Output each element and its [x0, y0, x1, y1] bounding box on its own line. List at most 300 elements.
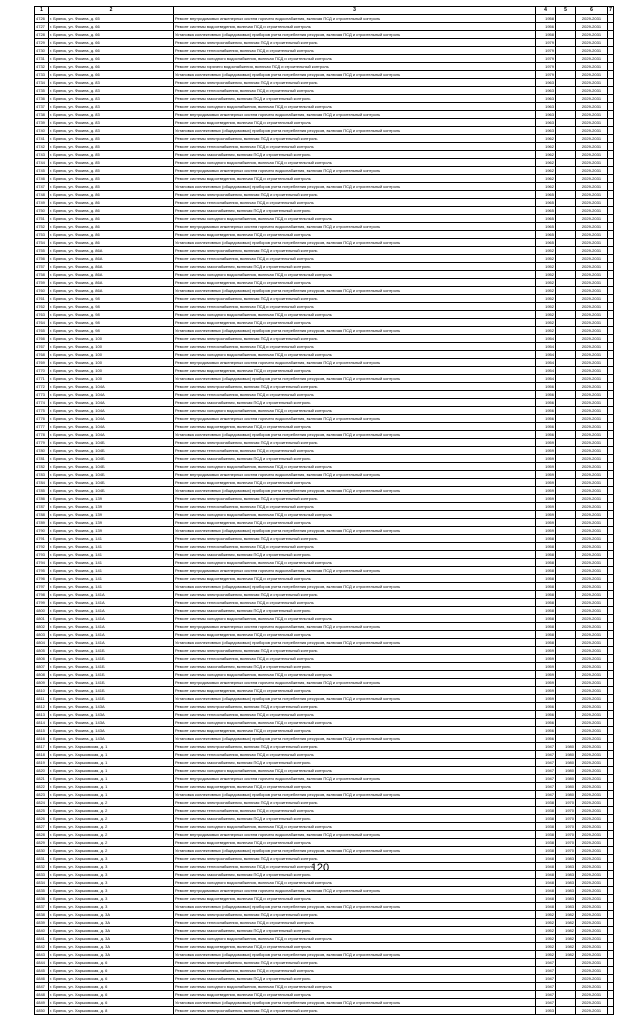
build-year-cell: 1959 [536, 663, 556, 671]
header-col-1: 1 [35, 7, 49, 15]
note-cell [608, 135, 614, 143]
repair-period-cell: 2029-2031 [576, 199, 608, 207]
table-row [35, 679, 614, 687]
row-number-cell: 4727 [35, 23, 49, 31]
table-row [35, 623, 614, 631]
table-row [35, 751, 614, 759]
repair-period-cell: 2029-2031 [576, 951, 608, 959]
build-year-cell: 1956 [536, 431, 556, 439]
build-year-cell: 1959 [536, 455, 556, 463]
note-cell [608, 431, 614, 439]
repair-period-cell: 2029-2031 [576, 727, 608, 735]
table-row [35, 495, 614, 503]
build-year-cell: 1959 [536, 647, 556, 655]
repair-period-cell: 2029-2031 [576, 383, 608, 391]
note-cell [608, 359, 614, 367]
row-number-cell: 4835 [35, 887, 49, 895]
repair-period-cell: 2029-2031 [576, 95, 608, 103]
table-row [35, 583, 614, 591]
repair-period-cell: 2029-2031 [576, 511, 608, 519]
work-type-cell: Ремонт системы теплоснабжения, включая ПСД и строительный контроль [174, 391, 536, 399]
work-type-cell: Ремонт системы теплоснабжения, включая ПСД и строительный контроль [174, 143, 536, 151]
row-number-cell: 4751 [35, 215, 49, 223]
work-type-cell: Ремонт системы электроснабжения, включая ПСД и строительный контроль [174, 39, 536, 47]
address-cell: г. Брянск, ул. Фокина, д. 104Б [49, 447, 174, 455]
row-number-cell: 4803 [35, 631, 49, 639]
note-cell [608, 543, 614, 551]
work-type-cell: Ремонт системы электроснабжения, включая ПСД и строительный контроль [174, 247, 536, 255]
work-type-cell: Ремонт системы электроснабжения, включая ПСД и строительный контроль [174, 591, 536, 599]
reconstruction-year-cell: 1970 [556, 823, 576, 831]
reconstruction-year-cell [556, 279, 576, 287]
build-year-cell: 1959 [536, 439, 556, 447]
table-row [35, 175, 614, 183]
row-number-cell: 4818 [35, 751, 49, 759]
repair-period-cell: 2029-2031 [576, 343, 608, 351]
work-type-cell: Ремонт системы водоотведения, включая ПСД и строительный контроль [174, 631, 536, 639]
address-cell: г. Брянск, ул. Фокина, д. 86А [49, 263, 174, 271]
row-number-cell: 4850 [35, 1007, 49, 1015]
work-type-cell: Ремонт системы электроснабжения, включая ПСД и строительный контроль [174, 135, 536, 143]
reconstruction-year-cell: 1982 [556, 935, 576, 943]
work-type-cell: Ремонт системы водоотведения, включая ПСД и строительный контроль [174, 423, 536, 431]
note-cell [608, 743, 614, 751]
row-number-cell: 4746 [35, 175, 49, 183]
note-cell [608, 647, 614, 655]
address-cell: г. Брянск, ул. Фокина, д. 66 [49, 31, 174, 39]
row-number-cell: 4739 [35, 119, 49, 127]
row-number-cell: 4794 [35, 559, 49, 567]
row-number-cell: 4776 [35, 415, 49, 423]
row-number-cell: 4807 [35, 663, 49, 671]
reconstruction-year-cell [556, 1007, 576, 1015]
work-type-cell: Ремонт системы газоснабжения, включая ПСД и строительный контроль [174, 455, 536, 463]
repair-period-cell: 2029-2031 [576, 327, 608, 335]
row-number-cell: 4847 [35, 983, 49, 991]
reconstruction-year-cell: 1980 [556, 783, 576, 791]
repair-period-cell: 2029-2031 [576, 191, 608, 199]
build-year-cell: 1959 [536, 495, 556, 503]
table-row [35, 215, 614, 223]
note-cell [608, 119, 614, 127]
address-cell: г. Брянск, ул. Харьковская, д. 3 [49, 887, 174, 895]
work-type-cell: Ремонт системы газоснабжения, включая ПСД и строительный контроль [174, 551, 536, 559]
address-cell: г. Брянск, ул. Харьковская, д. 2 [49, 831, 174, 839]
address-cell: г. Брянск, ул. Фокина, д. 86 [49, 239, 174, 247]
table-row [35, 167, 614, 175]
work-type-cell: Установка коллективных (общедомовых) приборов учета потребления ресурсов, включая ПСД и строительный контроль [174, 127, 536, 135]
work-type-cell: Ремонт системы холодного водоснабжения, включая ПСД и строительный контроль [174, 671, 536, 679]
note-cell [608, 791, 614, 799]
work-type-cell: Ремонт системы электроснабжения, включая ПСД и строительный контроль [174, 743, 536, 751]
note-cell [608, 279, 614, 287]
work-type-cell: Ремонт внутридомовых инженерных систем горячего водоснабжения, включая ПСД и строительный контроль [174, 471, 536, 479]
note-cell [608, 311, 614, 319]
address-cell: г. Брянск, ул. Фокина, д. 85 [49, 159, 174, 167]
repair-period-cell: 2029-2031 [576, 463, 608, 471]
note-cell [608, 679, 614, 687]
work-type-cell: Ремонт внутридомовых инженерных систем горячего водоснабжения, включая ПСД и строительный контроль [174, 623, 536, 631]
table-row [35, 463, 614, 471]
repair-period-cell: 2029-2031 [576, 143, 608, 151]
address-cell: г. Брянск, ул. Фокина, д. 98 [49, 311, 174, 319]
row-number-cell: 4779 [35, 439, 49, 447]
work-type-cell: Ремонт системы электроснабжения, включая ПСД и строительный контроль [174, 335, 536, 343]
repair-period-cell: 2029-2031 [576, 991, 608, 999]
note-cell [608, 967, 614, 975]
repair-period-cell: 2029-2031 [576, 167, 608, 175]
note-cell [608, 527, 614, 535]
build-year-cell: 1956 [536, 719, 556, 727]
row-number-cell: 4822 [35, 783, 49, 791]
reconstruction-year-cell [556, 183, 576, 191]
table-row [35, 999, 614, 1007]
work-type-cell: Ремонт системы водоотведения, включая ПСД и строительный контроль [174, 839, 536, 847]
repair-period-cell: 2029-2031 [576, 375, 608, 383]
reconstruction-year-cell: 1980 [556, 791, 576, 799]
row-number-cell: 4756 [35, 255, 49, 263]
build-year-cell: 1952 [536, 927, 556, 935]
row-number-cell: 4787 [35, 503, 49, 511]
address-cell: г. Брянск, ул. Фокина, д. 139 [49, 503, 174, 511]
note-cell [608, 95, 614, 103]
repair-period-cell: 2029-2031 [576, 439, 608, 447]
table-row [35, 415, 614, 423]
reconstruction-year-cell [556, 359, 576, 367]
repair-period-cell: 2029-2031 [576, 687, 608, 695]
note-cell [608, 943, 614, 951]
build-year-cell: 1952 [536, 255, 556, 263]
address-cell: г. Брянск, ул. Харьковская, д. 3 [49, 871, 174, 879]
repair-period-cell: 2029-2031 [576, 47, 608, 55]
note-cell [608, 471, 614, 479]
reconstruction-year-cell: 1983 [556, 863, 576, 871]
reconstruction-year-cell [556, 71, 576, 79]
build-year-cell: 1963 [536, 79, 556, 87]
build-year-cell: 1979 [536, 55, 556, 63]
reconstruction-year-cell: 1982 [556, 911, 576, 919]
address-cell: г. Брянск, ул. Фокина, д. 104Б [49, 479, 174, 487]
build-year-cell: 1956 [536, 383, 556, 391]
reconstruction-year-cell [556, 415, 576, 423]
note-cell [608, 751, 614, 759]
work-type-cell: Установка коллективных (общедомовых) приборов учета потребления ресурсов, включая ПСД и строительный контроль [174, 239, 536, 247]
build-year-cell: 1956 [536, 399, 556, 407]
table-row [35, 255, 614, 263]
row-number-cell: 4816 [35, 735, 49, 743]
row-number-cell: 4735 [35, 87, 49, 95]
work-type-cell: Ремонт системы водоотведения, включая ПСД и строительный контроль [174, 895, 536, 903]
repair-period-cell: 2029-2031 [576, 127, 608, 135]
build-year-cell: 1962 [536, 143, 556, 151]
note-cell [608, 583, 614, 591]
row-number-cell: 4747 [35, 183, 49, 191]
table-row [35, 447, 614, 455]
repair-period-cell: 2029-2031 [576, 863, 608, 871]
work-type-cell: Ремонт системы теплоснабжения, включая ПСД и строительный контроль [174, 543, 536, 551]
build-year-cell: 1952 [536, 271, 556, 279]
address-cell: г. Брянск, ул. Фокина, д. 86 [49, 223, 174, 231]
build-year-cell: 1952 [536, 311, 556, 319]
work-type-cell: Ремонт системы холодного водоснабжения, включая ПСД и строительный контроль [174, 215, 536, 223]
note-cell [608, 999, 614, 1007]
repair-period-cell: 2029-2031 [576, 135, 608, 143]
table-row [35, 391, 614, 399]
address-cell: г. Брянск, ул. Фокина, д. 104Б [49, 439, 174, 447]
build-year-cell: 1956 [536, 703, 556, 711]
note-cell [608, 695, 614, 703]
row-number-cell: 4771 [35, 375, 49, 383]
work-type-cell: Ремонт системы газоснабжения, включая ПСД и строительный контроль [174, 871, 536, 879]
build-year-cell: 1962 [536, 183, 556, 191]
row-number-cell: 4784 [35, 479, 49, 487]
address-cell: г. Брянск, ул. Харьковская, д. 3 [49, 895, 174, 903]
table-row [35, 239, 614, 247]
row-number-cell: 4811 [35, 695, 49, 703]
repair-period-cell: 2029-2031 [576, 823, 608, 831]
table-row [35, 271, 614, 279]
table-row [35, 295, 614, 303]
note-cell [608, 399, 614, 407]
address-cell: г. Брянск, ул. Фокина, д. 86 [49, 207, 174, 215]
repair-period-cell: 2029-2031 [576, 63, 608, 71]
row-number-cell: 4836 [35, 895, 49, 903]
address-cell: г. Брянск, ул. Фокина, д. 141А [49, 623, 174, 631]
repair-period-cell: 2029-2031 [576, 895, 608, 903]
note-cell [608, 735, 614, 743]
build-year-cell: 1956 [536, 407, 556, 415]
address-cell: г. Брянск, ул. Фокина, д. 141 [49, 583, 174, 591]
reconstruction-year-cell [556, 583, 576, 591]
work-type-cell: Установка коллективных (общедомовых) приборов учета потребления ресурсов, включая ПСД и строительный контроль [174, 71, 536, 79]
repair-period-cell: 2029-2031 [576, 71, 608, 79]
note-cell [608, 887, 614, 895]
table-row [35, 687, 614, 695]
table-row [35, 399, 614, 407]
repair-period-cell: 2029-2031 [576, 775, 608, 783]
row-number-cell: 4834 [35, 879, 49, 887]
row-number-cell: 4795 [35, 567, 49, 575]
row-number-cell: 4810 [35, 687, 49, 695]
work-type-cell: Ремонт системы теплоснабжения, включая ПСД и строительный контроль [174, 967, 536, 975]
address-cell: г. Брянск, ул. Фокина, д. 83 [49, 79, 174, 87]
row-number-cell: 4813 [35, 711, 49, 719]
table-row [35, 535, 614, 543]
work-type-cell: Установка коллективных (общедомовых) приборов учета потребления ресурсов, включая ПСД и строительный контроль [174, 639, 536, 647]
build-year-cell: 1952 [536, 263, 556, 271]
reconstruction-year-cell [556, 679, 576, 687]
reconstruction-year-cell: 1980 [556, 767, 576, 775]
note-cell [608, 167, 614, 175]
work-type-cell: Ремонт системы водоотведения, включая ПСД и строительный контроль [174, 783, 536, 791]
repair-period-cell: 2029-2031 [576, 927, 608, 935]
note-cell [608, 615, 614, 623]
repair-period-cell: 2029-2031 [576, 263, 608, 271]
table-row [35, 799, 614, 807]
row-number-cell: 4730 [35, 47, 49, 55]
build-year-cell: 1952 [536, 943, 556, 951]
address-cell: г. Брянск, ул. Харьковская, д. 1 [49, 743, 174, 751]
build-year-cell: 1962 [536, 159, 556, 167]
table-row [35, 615, 614, 623]
table-row [35, 1007, 614, 1015]
address-cell: г. Брянск, ул. Фокина, д. 104А [49, 391, 174, 399]
reconstruction-year-cell [556, 575, 576, 583]
note-cell [608, 575, 614, 583]
work-type-cell: Ремонт системы водоотведения, включая ПСД и строительный контроль [174, 175, 536, 183]
table-row [35, 343, 614, 351]
build-year-cell: 1952 [536, 935, 556, 943]
work-type-cell: Ремонт внутридомовых инженерных систем горячего водоснабжения, включая ПСД и строительный контроль [174, 223, 536, 231]
note-cell [608, 103, 614, 111]
repair-period-cell: 2029-2031 [576, 319, 608, 327]
row-number-cell: 4840 [35, 927, 49, 935]
reconstruction-year-cell [556, 695, 576, 703]
row-number-cell: 4749 [35, 199, 49, 207]
table-row [35, 311, 614, 319]
build-year-cell: 1959 [536, 655, 556, 663]
build-year-cell: 1962 [536, 135, 556, 143]
repair-period-cell: 2029-2031 [576, 943, 608, 951]
work-type-cell: Установка коллективных (общедомовых) приборов учета потребления ресурсов, включая ПСД и строительный контроль [174, 999, 536, 1007]
reconstruction-year-cell [556, 479, 576, 487]
build-year-cell: 1952 [536, 319, 556, 327]
repair-period-cell: 2029-2031 [576, 695, 608, 703]
address-cell: г. Брянск, ул. Фокина, д. 83 [49, 103, 174, 111]
work-type-cell: Ремонт системы электроснабжения, включая ПСД и строительный контроль [174, 1007, 536, 1015]
row-number-cell: 4748 [35, 191, 49, 199]
build-year-cell: 1958 [536, 551, 556, 559]
build-year-cell: 1959 [536, 695, 556, 703]
note-cell [608, 15, 614, 23]
row-number-cell: 4760 [35, 287, 49, 295]
repair-period-cell: 2029-2031 [576, 495, 608, 503]
table-row [35, 591, 614, 599]
build-year-cell: 1953 [536, 1007, 556, 1015]
repair-period-cell: 2029-2031 [576, 663, 608, 671]
row-number-cell: 4755 [35, 247, 49, 255]
build-year-cell: 1938 [536, 815, 556, 823]
row-number-cell: 4765 [35, 327, 49, 335]
note-cell [608, 263, 614, 271]
address-cell: г. Брянск, ул. Харьковская, д. 2 [49, 799, 174, 807]
reconstruction-year-cell [556, 311, 576, 319]
note-cell [608, 775, 614, 783]
reconstruction-year-cell [556, 191, 576, 199]
reconstruction-year-cell [556, 431, 576, 439]
address-cell: г. Брянск, ул. Фокина, д. 143А [49, 727, 174, 735]
repair-period-cell: 2029-2031 [576, 431, 608, 439]
note-cell [608, 151, 614, 159]
reconstruction-year-cell [556, 287, 576, 295]
row-number-cell: 4763 [35, 311, 49, 319]
work-type-cell: Ремонт системы теплоснабжения, включая ПСД и строительный контроль [174, 199, 536, 207]
table-row [35, 527, 614, 535]
table-row [35, 743, 614, 751]
build-year-cell: 1958 [536, 639, 556, 647]
row-number-cell: 4789 [35, 519, 49, 527]
row-number-cell: 4767 [35, 343, 49, 351]
address-cell: г. Брянск, ул. Харьковская, д. 3А [49, 919, 174, 927]
reconstruction-year-cell [556, 727, 576, 735]
address-cell: г. Брянск, ул. Фокина, д. 85 [49, 143, 174, 151]
build-year-cell: 1947 [536, 791, 556, 799]
work-type-cell: Ремонт системы водоотведения, включая ПСД и строительный контроль [174, 727, 536, 735]
address-cell: г. Брянск, ул. Харьковская, д. 6 [49, 959, 174, 967]
address-cell: г. Брянск, ул. Харьковская, д. 3А [49, 927, 174, 935]
work-type-cell: Установка коллективных (общедомовых) приборов учета потребления ресурсов, включая ПСД и строительный контроль [174, 951, 536, 959]
reconstruction-year-cell [556, 47, 576, 55]
reconstruction-year-cell [556, 647, 576, 655]
table-row [35, 55, 614, 63]
row-number-cell: 4741 [35, 135, 49, 143]
build-year-cell: 1954 [536, 335, 556, 343]
build-year-cell: 1947 [536, 751, 556, 759]
reconstruction-year-cell [556, 391, 576, 399]
note-cell [608, 903, 614, 911]
note-cell [608, 63, 614, 71]
work-type-cell: Ремонт внутридомовых инженерных систем горячего водоснабжения, включая ПСД и строительный контроль [174, 831, 536, 839]
reconstruction-year-cell [556, 103, 576, 111]
note-cell [608, 79, 614, 87]
note-cell [608, 463, 614, 471]
build-year-cell: 1956 [536, 23, 556, 31]
table-row [35, 159, 614, 167]
row-number-cell: 4837 [35, 903, 49, 911]
address-cell: г. Брянск, ул. Фокина, д. 86А [49, 255, 174, 263]
note-cell [608, 767, 614, 775]
work-type-cell: Ремонт системы водоотведения, включая ПСД и строительный контроль [174, 119, 536, 127]
row-number-cell: 4848 [35, 991, 49, 999]
build-year-cell: 1962 [536, 175, 556, 183]
repair-period-cell: 2029-2031 [576, 231, 608, 239]
build-year-cell: 1958 [536, 615, 556, 623]
work-type-cell: Ремонт системы водоотведения, включая ПСД и строительный контроль [174, 479, 536, 487]
row-number-cell: 4729 [35, 39, 49, 47]
row-number-cell: 4780 [35, 447, 49, 455]
row-number-cell: 4753 [35, 231, 49, 239]
reconstruction-year-cell [556, 303, 576, 311]
address-cell: г. Брянск, ул. Фокина, д. 141Б [49, 687, 174, 695]
reconstruction-year-cell [556, 135, 576, 143]
repair-period-cell: 2029-2031 [576, 87, 608, 95]
work-type-cell: Ремонт системы водоотведения, включая ПСД и строительный контроль [174, 23, 536, 31]
note-cell [608, 247, 614, 255]
work-type-cell: Ремонт системы холодного водоснабжения, включая ПСД и строительный контроль [174, 271, 536, 279]
build-year-cell: 1958 [536, 543, 556, 551]
repair-period-cell: 2029-2031 [576, 575, 608, 583]
work-type-cell: Ремонт системы горячего водоснабжения, включая ПСД и строительный контроль [174, 63, 536, 71]
work-type-cell: Ремонт системы водоотведения, включая ПСД и строительный контроль [174, 943, 536, 951]
table-row [35, 599, 614, 607]
work-type-cell: Установка коллективных (общедомовых) приборов учета потребления ресурсов, включая ПСД и строительный контроль [174, 735, 536, 743]
reconstruction-year-cell [556, 295, 576, 303]
table-row [35, 631, 614, 639]
note-cell [608, 55, 614, 63]
repair-period-cell: 2029-2031 [576, 407, 608, 415]
repair-period-cell: 2029-2031 [576, 31, 608, 39]
build-year-cell: 1959 [536, 511, 556, 519]
build-year-cell: 1938 [536, 799, 556, 807]
row-number-cell: 4761 [35, 295, 49, 303]
build-year-cell: 1956 [536, 735, 556, 743]
reconstruction-year-cell [556, 111, 576, 119]
reconstruction-year-cell: 1982 [556, 951, 576, 959]
note-cell [608, 287, 614, 295]
work-type-cell: Установка коллективных (общедомовых) приборов учета потребления ресурсов, включая ПСД и строительный контроль [174, 287, 536, 295]
repair-period-cell: 2029-2031 [576, 799, 608, 807]
reconstruction-year-cell [556, 207, 576, 215]
